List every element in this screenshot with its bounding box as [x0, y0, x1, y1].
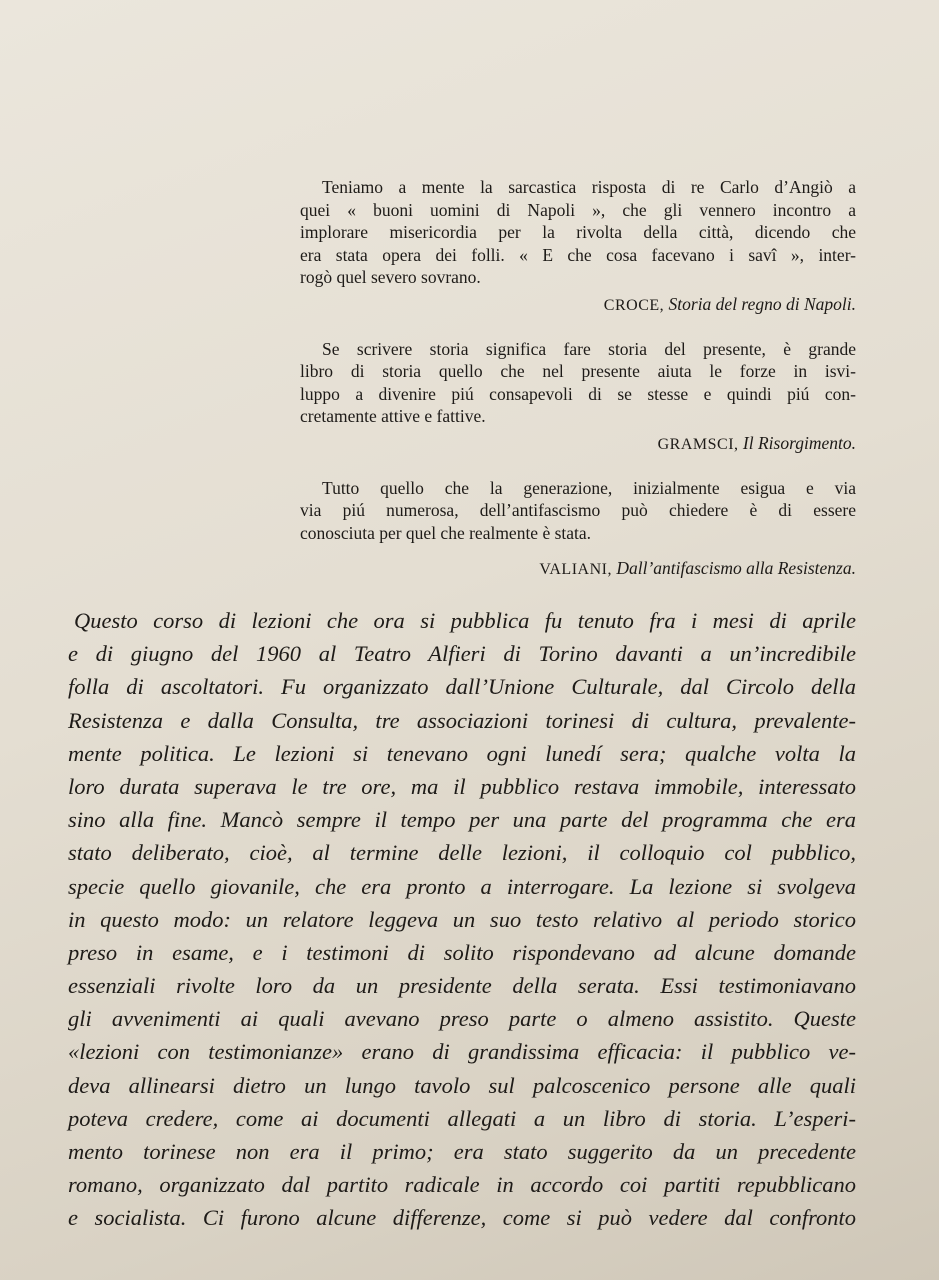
epigraph-attribution [300, 431, 856, 457]
epigraph [300, 477, 856, 583]
body-line: folla di ascoltatori. Fu organizzato dall’Unione Culturale, dal Circolo della [68, 674, 856, 700]
body-line: poteva credere, come ai documenti allegati a un libro di storia. L’esperi- [68, 1105, 856, 1131]
body-line: gli avvenimenti ai quali avevano preso parte o almeno assistito. Queste [68, 1006, 856, 1032]
body-line: «lezioni con testimonianze» erano di grandissima efficacia: il pubblico ve- [68, 1039, 856, 1065]
epigraph-line: era stata opera dei folli. « E che cosa facevano i savî », inter- [300, 244, 856, 265]
epigraph-line: via piú numerosa, dell’antifascismo può chiedere è di essere [300, 500, 856, 520]
epigraph-line: implorare misericordia per la rivolta della città, dicendo che [300, 222, 856, 242]
epigraph [300, 338, 856, 457]
body-line: in questo modo: un relatore leggeva un suo testo relativo al periodo storico [68, 906, 856, 932]
body-line: e socialista. Ci furono alcune differenze, come si può vedere dal confronto [68, 1205, 856, 1231]
epigraph-line: rogò quel severo sovrano. [300, 267, 481, 287]
epigraph-line: libro di storia quello che nel presente aiuta le forze in isvi- [300, 361, 856, 381]
body-line: loro durata superava le tre ore, ma il pubblico restava immobile, interessato [68, 773, 856, 799]
epigraph-line: Se scrivere storia significa fare storia del presente, è grande [322, 338, 856, 359]
body-line: stato deliberato, cioè, al termine delle lezioni, il colloquio col pubblico, [68, 840, 856, 866]
epigraph-author: VALIANI, [539, 561, 612, 578]
epigraphs [300, 176, 856, 602]
body-line: Questo corso di lezioni che ora si pubblica fu tenuto fra i mesi di aprile [74, 608, 856, 633]
epigraph-line: Tutto quello che la generazione, inizialmente esigua e via [322, 477, 856, 498]
epigraph-author: GRAMSCI, [657, 435, 739, 453]
body-line: mente politica. Le lezioni si tenevano ogni lunedí sera; qualche volta la [68, 740, 856, 766]
body-line: Resistenza e dalla Consulta, tre associazioni torinesi di cultura, prevalente- [68, 707, 856, 733]
epigraph-line: cretamente attive e fattive. [300, 406, 486, 426]
body-line: mento torinese non era il primo; era stato suggerito da un precedente [68, 1139, 856, 1164]
epigraph-attribution [300, 556, 856, 582]
epigraph-work-title: Storia del regno di Napoli. [668, 293, 856, 314]
epigraph-line: Teniamo a mente la sarcastica risposta di re Carlo d’Angiò a [322, 177, 856, 197]
epigraph-author: CROCE, [603, 296, 665, 314]
body-line: romano, organizzato dal partito radicale in accordo coi partiti repubblicano [68, 1172, 856, 1198]
body-line: essenziali rivolte loro da un presidente della serata. Essi testimoniavano [68, 973, 856, 999]
epigraph-line: luppo a divenire piú consapevoli di se stesse e quindi piú con- [300, 383, 856, 404]
epigraph-work-title: Dall’antifascismo alla Resistenza. [616, 558, 856, 578]
epigraph-line: conosciuta per quel che realmente è stata. [300, 522, 592, 543]
body-line: e di giugno del 1960 al Teatro Alfieri di Torino davanti a un’incredibile [68, 641, 856, 667]
body-line: sino alla fine. Mancò sempre il tempo per una parte del programma che era [68, 807, 856, 833]
body-line: specie quello giovanile, che era pronto a interrogare. La lezione si svolgeva [68, 873, 856, 899]
epigraph [300, 176, 856, 318]
epigraph-work-title: Il Risorgimento. [742, 432, 856, 453]
body-line: preso in esame, e i testimoni di solito rispondevano ad alcune domande [68, 939, 856, 965]
epigraph-attribution [300, 292, 856, 318]
body-text [68, 604, 856, 1235]
epigraph-line: quei « buoni uomini di Napoli », che gli vennero incontro a [300, 199, 856, 220]
body-line: deva allinearsi dietro un lungo tavolo sul palcoscenico persone alle quali [68, 1072, 856, 1098]
